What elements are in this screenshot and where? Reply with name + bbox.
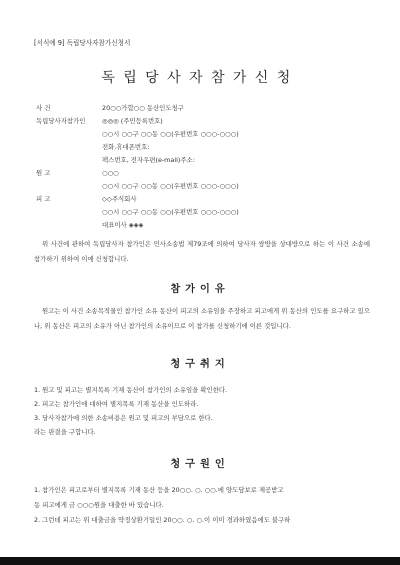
defendant-address: ○○시 ○○구 ○○동 ○○(우편번호 ○○○-○○○)	[102, 208, 239, 216]
reason-paragraph: 원고는 이 사건 소송목적물인 참가인 소유 동산이 피고의 소유임을 주장하고 피고에게 위 동산의 인도를 요구하고 있으나, 위 동산은 피고의 소유가 아닌 참가인의 소유이므로 이 참가를 신청하기에 이른 것입니다.	[34, 307, 370, 330]
intro-paragraph: 위 사건에 관하여 독립당사자 참가인은 민사소송법 제79조에 의하여 당사자 쌍방을 상대방으로 하는 이 사건 소송에 참가하기 위하여 이에 신청합니다.	[34, 240, 370, 263]
bottom-bar	[0, 557, 400, 565]
form-number: [서식예 9] 독립당사자참가신청서	[34, 39, 131, 47]
representative: 대표이사 ◈◈◈	[102, 221, 144, 229]
claim-closing: 라는 판결을 구합니다.	[34, 428, 96, 436]
section-title-reason: 참가이유	[170, 284, 230, 295]
case-value: 20○○가합○○ 동산인도청구	[102, 104, 184, 112]
intervenor-fax: 팩스번호, 전자우편(e-mail)주소:	[102, 156, 195, 164]
intervenor-address: ○○시 ○○구 ○○동 ○○(우편번호 ○○○-○○○)	[102, 130, 239, 138]
section-title-cause: 청구원인	[170, 459, 230, 470]
intervenor-name: ◎◎◎ (주민등록번호)	[102, 117, 163, 125]
plaintiff-name: ○○○	[102, 169, 119, 177]
intervenor-label: 독립당사자참가인	[36, 117, 86, 125]
defendant-name: ◇◇주식회사	[102, 195, 137, 203]
case-label: 사 건	[36, 104, 51, 112]
plaintiff-label: 원 고	[36, 169, 51, 177]
intervenor-phone: 전화.휴대폰번호:	[102, 143, 150, 151]
claim-item: 1. 원고 및 피고는 별지목록 기재 동산이 참가인의 소유임을 확인한다.	[34, 386, 228, 394]
defendant-label: 피 고	[36, 195, 51, 203]
claim-item: 3. 당사자참가에 의한 소송비용은 원고 및 피고의 부담으로 한다.	[34, 414, 213, 422]
plaintiff-address: ○○시 ○○구 ○○동 ○○(우편번호 ○○○-○○○)	[102, 182, 239, 190]
cause-line: 1. 참가인은 피고로부터 별지목록 기재 동산 등을 20○○. ○. ○○.에 양도담보로 제공받고	[34, 486, 284, 494]
document-title: 독립당사자참가신청	[101, 70, 299, 86]
section-title-claim: 청구취지	[170, 359, 230, 370]
claim-item: 2. 피고는 참가인에 대하여 별지목록 기재 동산을 인도하라.	[34, 400, 199, 408]
cause-line: 2. 그런데 피고는 위 대출금을 약정상환기일인 20○○. ○. ○.이 이미 경과하였음에도 불구하	[34, 516, 291, 524]
cause-line: 동 피고에게 금 ○○○원을 대출한 바 있습니다.	[34, 501, 164, 509]
